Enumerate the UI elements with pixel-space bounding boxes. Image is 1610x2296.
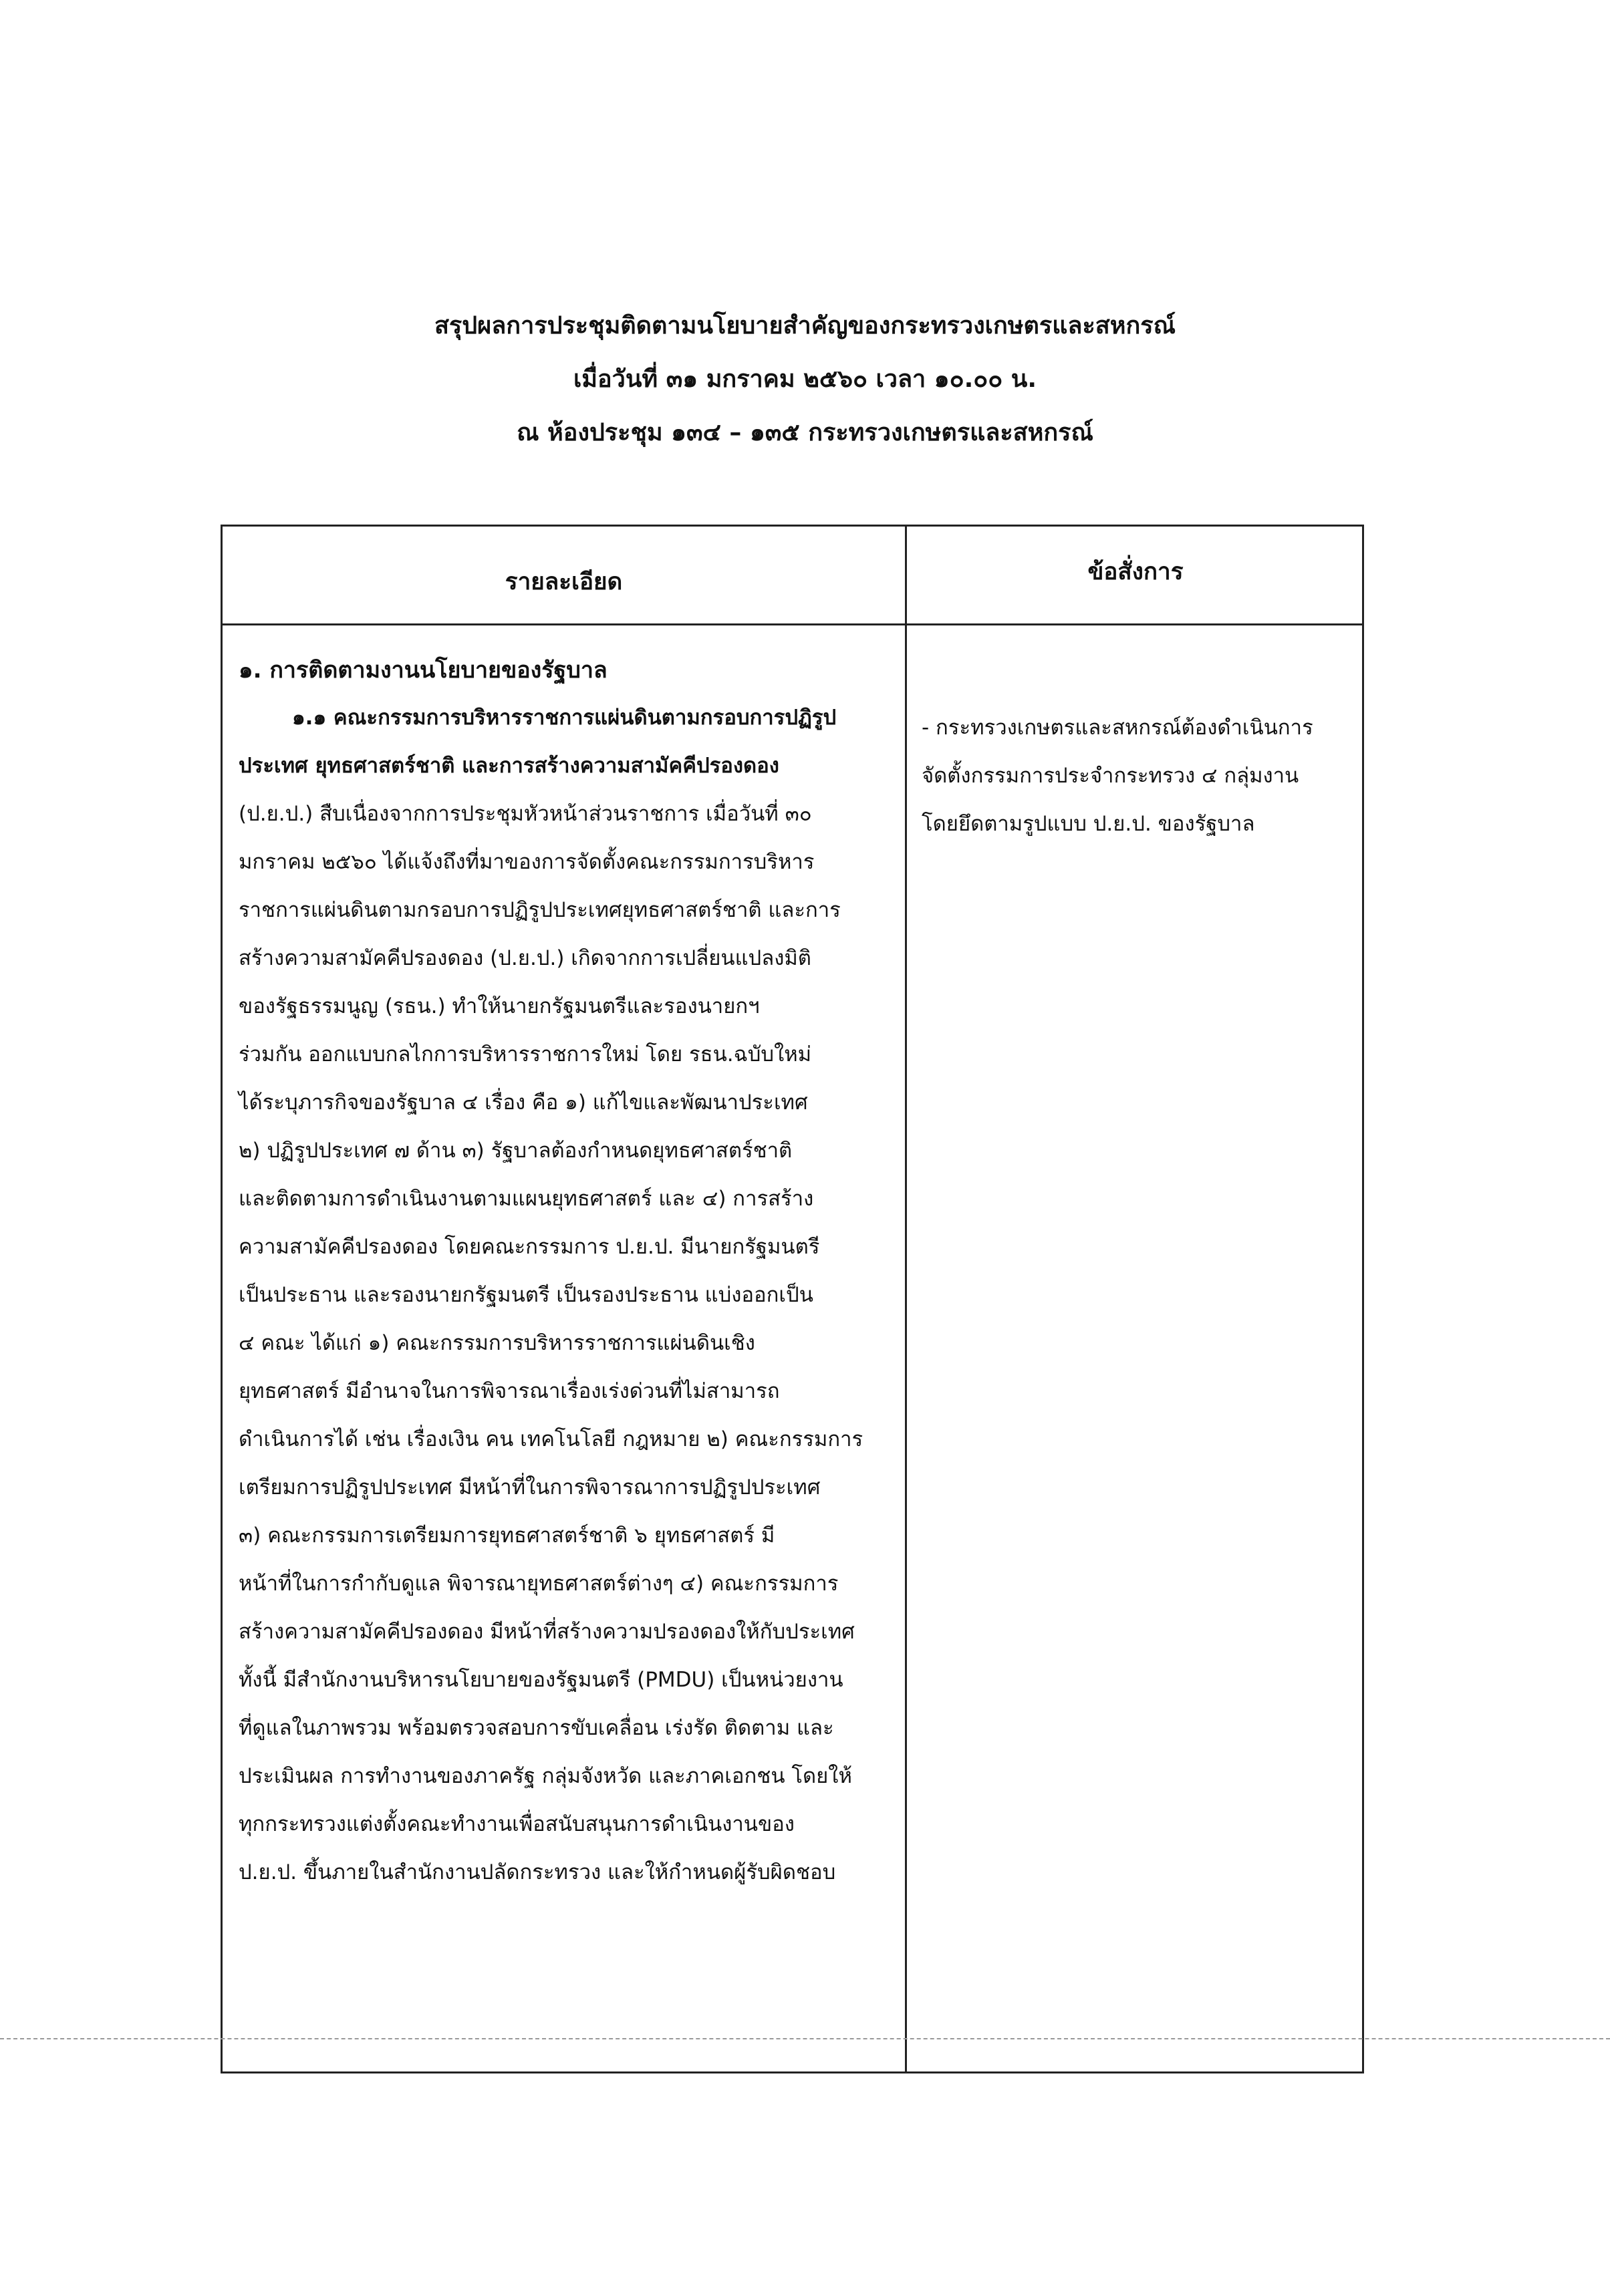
details-cell [239,647,897,1896]
detail-line: เป็นประธาน และรองนายกรัฐมนตรี เป็นรองประธาน แบ่งออกเป็น [239,1283,813,1307]
detail-line: มกราคม ๒๕๖๐ ได้แจ้งถึงที่มาของการจัดตั้งคณะกรรมการบริหาร [239,850,815,874]
detail-line: ที่ดูแลในภาพรวม พร้อมตรวจสอบการขับเคลื่อน เร่งรัด ติดตาม และ [239,1716,834,1740]
detail-line: ของรัฐธรรมนูญ (รธน.) ทำให้นายกรัฐมนตรีและรองนายกฯ [239,994,760,1018]
details-paragraph [239,694,897,1896]
detail-line: ประเทศ ยุทธศาสตร์ชาติ และการสร้างความสามัคคีปรองดอง [239,754,779,778]
detail-line: เตรียมการปฏิรูปประเทศ มีหน้าที่ในการพิจารณาการปฏิรูปประเทศ [239,1475,821,1499]
column-divider [905,527,907,2071]
detail-line: ๒) ปฏิรูปประเทศ ๗ ด้าน ๓) รัฐบาลต้องกำหนดยุทธศาสตร์ชาติ [239,1139,793,1163]
detail-line: และติดตามการดำเนินงานตามแผนยุทธศาสตร์ และ ๔) การสร้าง [239,1187,814,1211]
section-title: ๑. การติดตามงานนโยบายของรัฐบาล [239,657,608,684]
table-header-row [223,527,1362,625]
title-line-3: ณ ห้องประชุม ๑๓๔ – ๑๓๕ กระทรวงเกษตรและสหกรณ์ [517,419,1093,446]
detail-line: ป.ย.ป. ขึ้นภายในสำนักงานปลัดกระทรวง และให้กำหนดผู้รับผิดชอบ [239,1860,836,1884]
detail-line: ประเมินผล การทำงานของภาครัฐ กลุ่มจังหวัด และภาคเอกชน โดยให้ [239,1764,852,1788]
order-line: จัดตั้งกรรมการประจำกระทรวง ๔ กลุ่มงาน [922,764,1299,788]
detail-line: ยุทธศาสตร์ มีอำนาจในการพิจารณาเรื่องเร่งด่วนที่ไม่สามารถ [239,1379,780,1403]
orders-cell [922,704,1356,848]
detail-line: ๑.๑ คณะกรรมการบริหารราชการแผ่นดินตามกรอบการปฏิรูป [292,706,837,730]
title-line-2: เมื่อวันที่ ๓๑ มกราคม ๒๕๖๐ เวลา ๑๐.๐๐ น. [573,366,1037,393]
detail-line: ดำเนินการได้ เช่น เรื่องเงิน คน เทคโนโลยี กฎหมาย ๒) คณะกรรมการ [239,1427,863,1451]
column-header-orders: ข้อสั่งการ [1087,559,1184,585]
title-line-1: สรุปผลการประชุมติดตามนโยบายสำคัญของกระทรวงเกษตรและสหกรณ์ [434,312,1176,339]
detail-line: ๔ คณะ ได้แก่ ๑) คณะกรรมการบริหารราชการแผ่นดินเชิง [239,1331,755,1355]
detail-line: ร่วมกัน ออกแบบกลไกการบริหารราชการใหม่ โดย รธน.ฉบับใหม่ [239,1042,812,1066]
detail-line: ราชการแผ่นดินตามกรอบการปฏิรูปประเทศยุทธศาสตร์ชาติ และการ [239,898,841,922]
detail-line: ทั้งนี้ มีสำนักงานบริหารนโยบายของรัฐมนตรี (PMDU) เป็นหน่วยงาน [239,1668,843,1692]
detail-line: ๓) คณะกรรมการเตรียมการยุทธศาสตร์ชาติ ๖ ยุทธศาสตร์ มี [239,1524,775,1548]
scan-edge-line [0,2038,1610,2039]
order-line: - กระทรวงเกษตรและสหกรณ์ต้องดำเนินการ [922,716,1313,740]
detail-line: ความสามัคคีปรองดอง โดยคณะกรรมการ ป.ย.ป. มีนายกรัฐมนตรี [239,1235,820,1259]
detail-line: ทุกกระทรวงแต่งตั้งคณะทำงานเพื่อสนับสนุนการดำเนินงานของ [239,1812,795,1836]
detail-line: ได้ระบุภารกิจของรัฐบาล ๔ เรื่อง คือ ๑) แก้ไขและพัฒนาประเทศ [239,1091,808,1115]
minutes-table [221,525,1364,2073]
detail-line: สร้างความสามัคคีปรองดอง (ป.ย.ป.) เกิดจากการเปลี่ยนแปลงมิติ [239,946,811,970]
document-header [0,313,1610,473]
detail-line: สร้างความสามัคคีปรองดอง มีหน้าที่สร้างความปรองดองให้กับประเทศ [239,1620,855,1644]
column-header-details: รายละเอียด [505,569,623,595]
detail-line: (ป.ย.ป.) สืบเนื่องจากการประชุมหัวหน้าส่วนราชการ เมื่อวันที่ ๓๐ [239,802,812,826]
detail-line: หน้าที่ในการกำกับดูแล พิจารณายุทธศาสตร์ต่างๆ ๔) คณะกรรมการ [239,1572,839,1596]
order-line: โดยยึดตามรูปแบบ ป.ย.ป. ของรัฐบาล [922,812,1255,836]
